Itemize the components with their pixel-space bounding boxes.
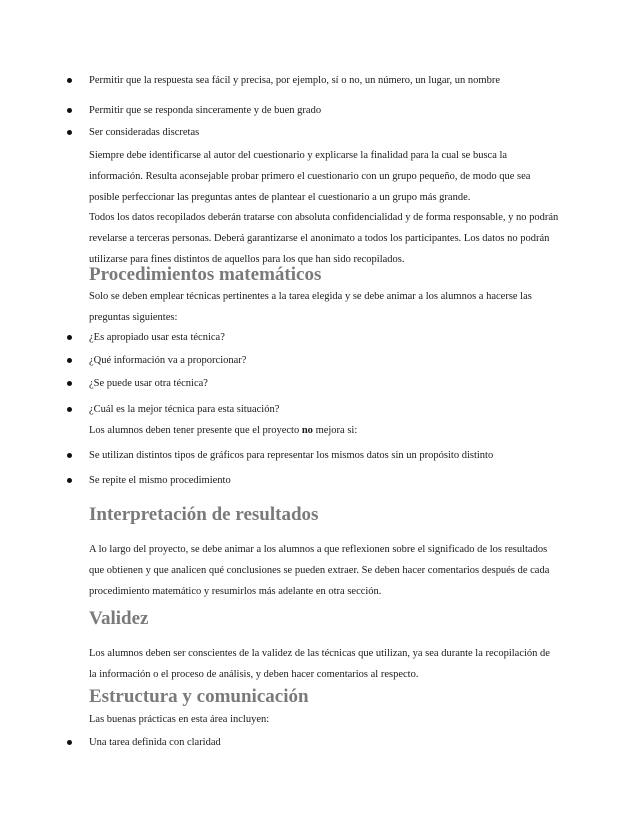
bold-text: no [301, 425, 313, 436]
list-item-text: ¿Se puede usar otra técnica? [89, 378, 208, 389]
section-heading: Interpretación de resultados [89, 504, 319, 525]
paragraph: Los alumnos deben ser conscientes de la validez de las técnicas que utilizan, ya sea durante la recopilación de la información o el proceso de análisis, y deben hacer comentarios al respecto. [89, 648, 550, 680]
bullet-icon [67, 478, 72, 483]
list-item-text: ¿Es apropiado usar esta técnica? [89, 332, 225, 343]
list-item-text: ¿Qué información va a proporcionar? [89, 355, 247, 366]
paragraph: A lo largo del proyecto, se debe animar a los alumnos a que reflexionen sobre el significado de los resultados que obtienen y que analicen qué conclusiones se pueden extraer. Se deben hacer comentarios después de cada procedimiento matemático y resumirlos más adelante en otra sección. [89, 544, 550, 597]
paragraph: Solo se deben emplear técnicas pertinentes a la tarea elegida y se debe animar a los alumnos a hacerse las preguntas siguientes: [89, 291, 532, 323]
list-item-text: Una tarea definida con claridad [89, 737, 221, 748]
text-run: Los alumnos deben tener presente que el proyecto [89, 425, 302, 436]
paragraph: Siempre debe identificarse al autor del cuestionario y explicarse la finalidad para la cual se busca la información. Resulta aconsejable probar primero el cuestionario con un grupo pequeño, de modo que sea posible perfeccionar las preguntas antes de plantear el cuestionario a un grupo más grande. [89, 150, 531, 203]
bullet-icon [67, 381, 72, 386]
list-item-text: Se utilizan distintos tipos de gráficos para representar los mismos datos sin un propósito distinto [89, 450, 494, 461]
section-heading: Validez [89, 608, 149, 629]
bullet-icon [67, 740, 72, 745]
list-item-text: Permitir que se responda sinceramente y de buen grado [89, 105, 322, 116]
bullet-icon [67, 407, 72, 412]
bullet-icon [67, 335, 72, 340]
section-heading: Procedimientos matemáticos [89, 264, 322, 285]
bullet-icon [67, 130, 72, 135]
text-run: mejora si: [312, 425, 358, 436]
paragraph [89, 420, 559, 441]
section-heading: Estructura y comunicación [89, 686, 309, 707]
paragraph: Todos los datos recopilados deberán tratarse con absoluta confidencialidad y de forma responsable, y no podrán revelarse a terceras personas. Deberá garantizarse el anonimato a todos los participantes. Los datos no podrán utilizarse para fines distintos de aquellos para los que han sido recopilados. [89, 212, 559, 265]
list-item-text: Se repite el mismo procedimiento [89, 475, 231, 486]
list-item-text: ¿Cuál es la mejor técnica para esta situación? [89, 404, 280, 415]
bullet-icon [67, 78, 72, 83]
list-item-text: Ser consideradas discretas [89, 127, 200, 138]
bullet-icon [67, 358, 72, 363]
bullet-icon [67, 108, 72, 113]
bullet-icon [67, 453, 72, 458]
paragraph: Las buenas prácticas en esta área incluyen: [89, 714, 270, 725]
list-item-text: Permitir que la respuesta sea fácil y precisa, por ejemplo, sí o no, un número, un lugar, un nombre [89, 75, 501, 86]
